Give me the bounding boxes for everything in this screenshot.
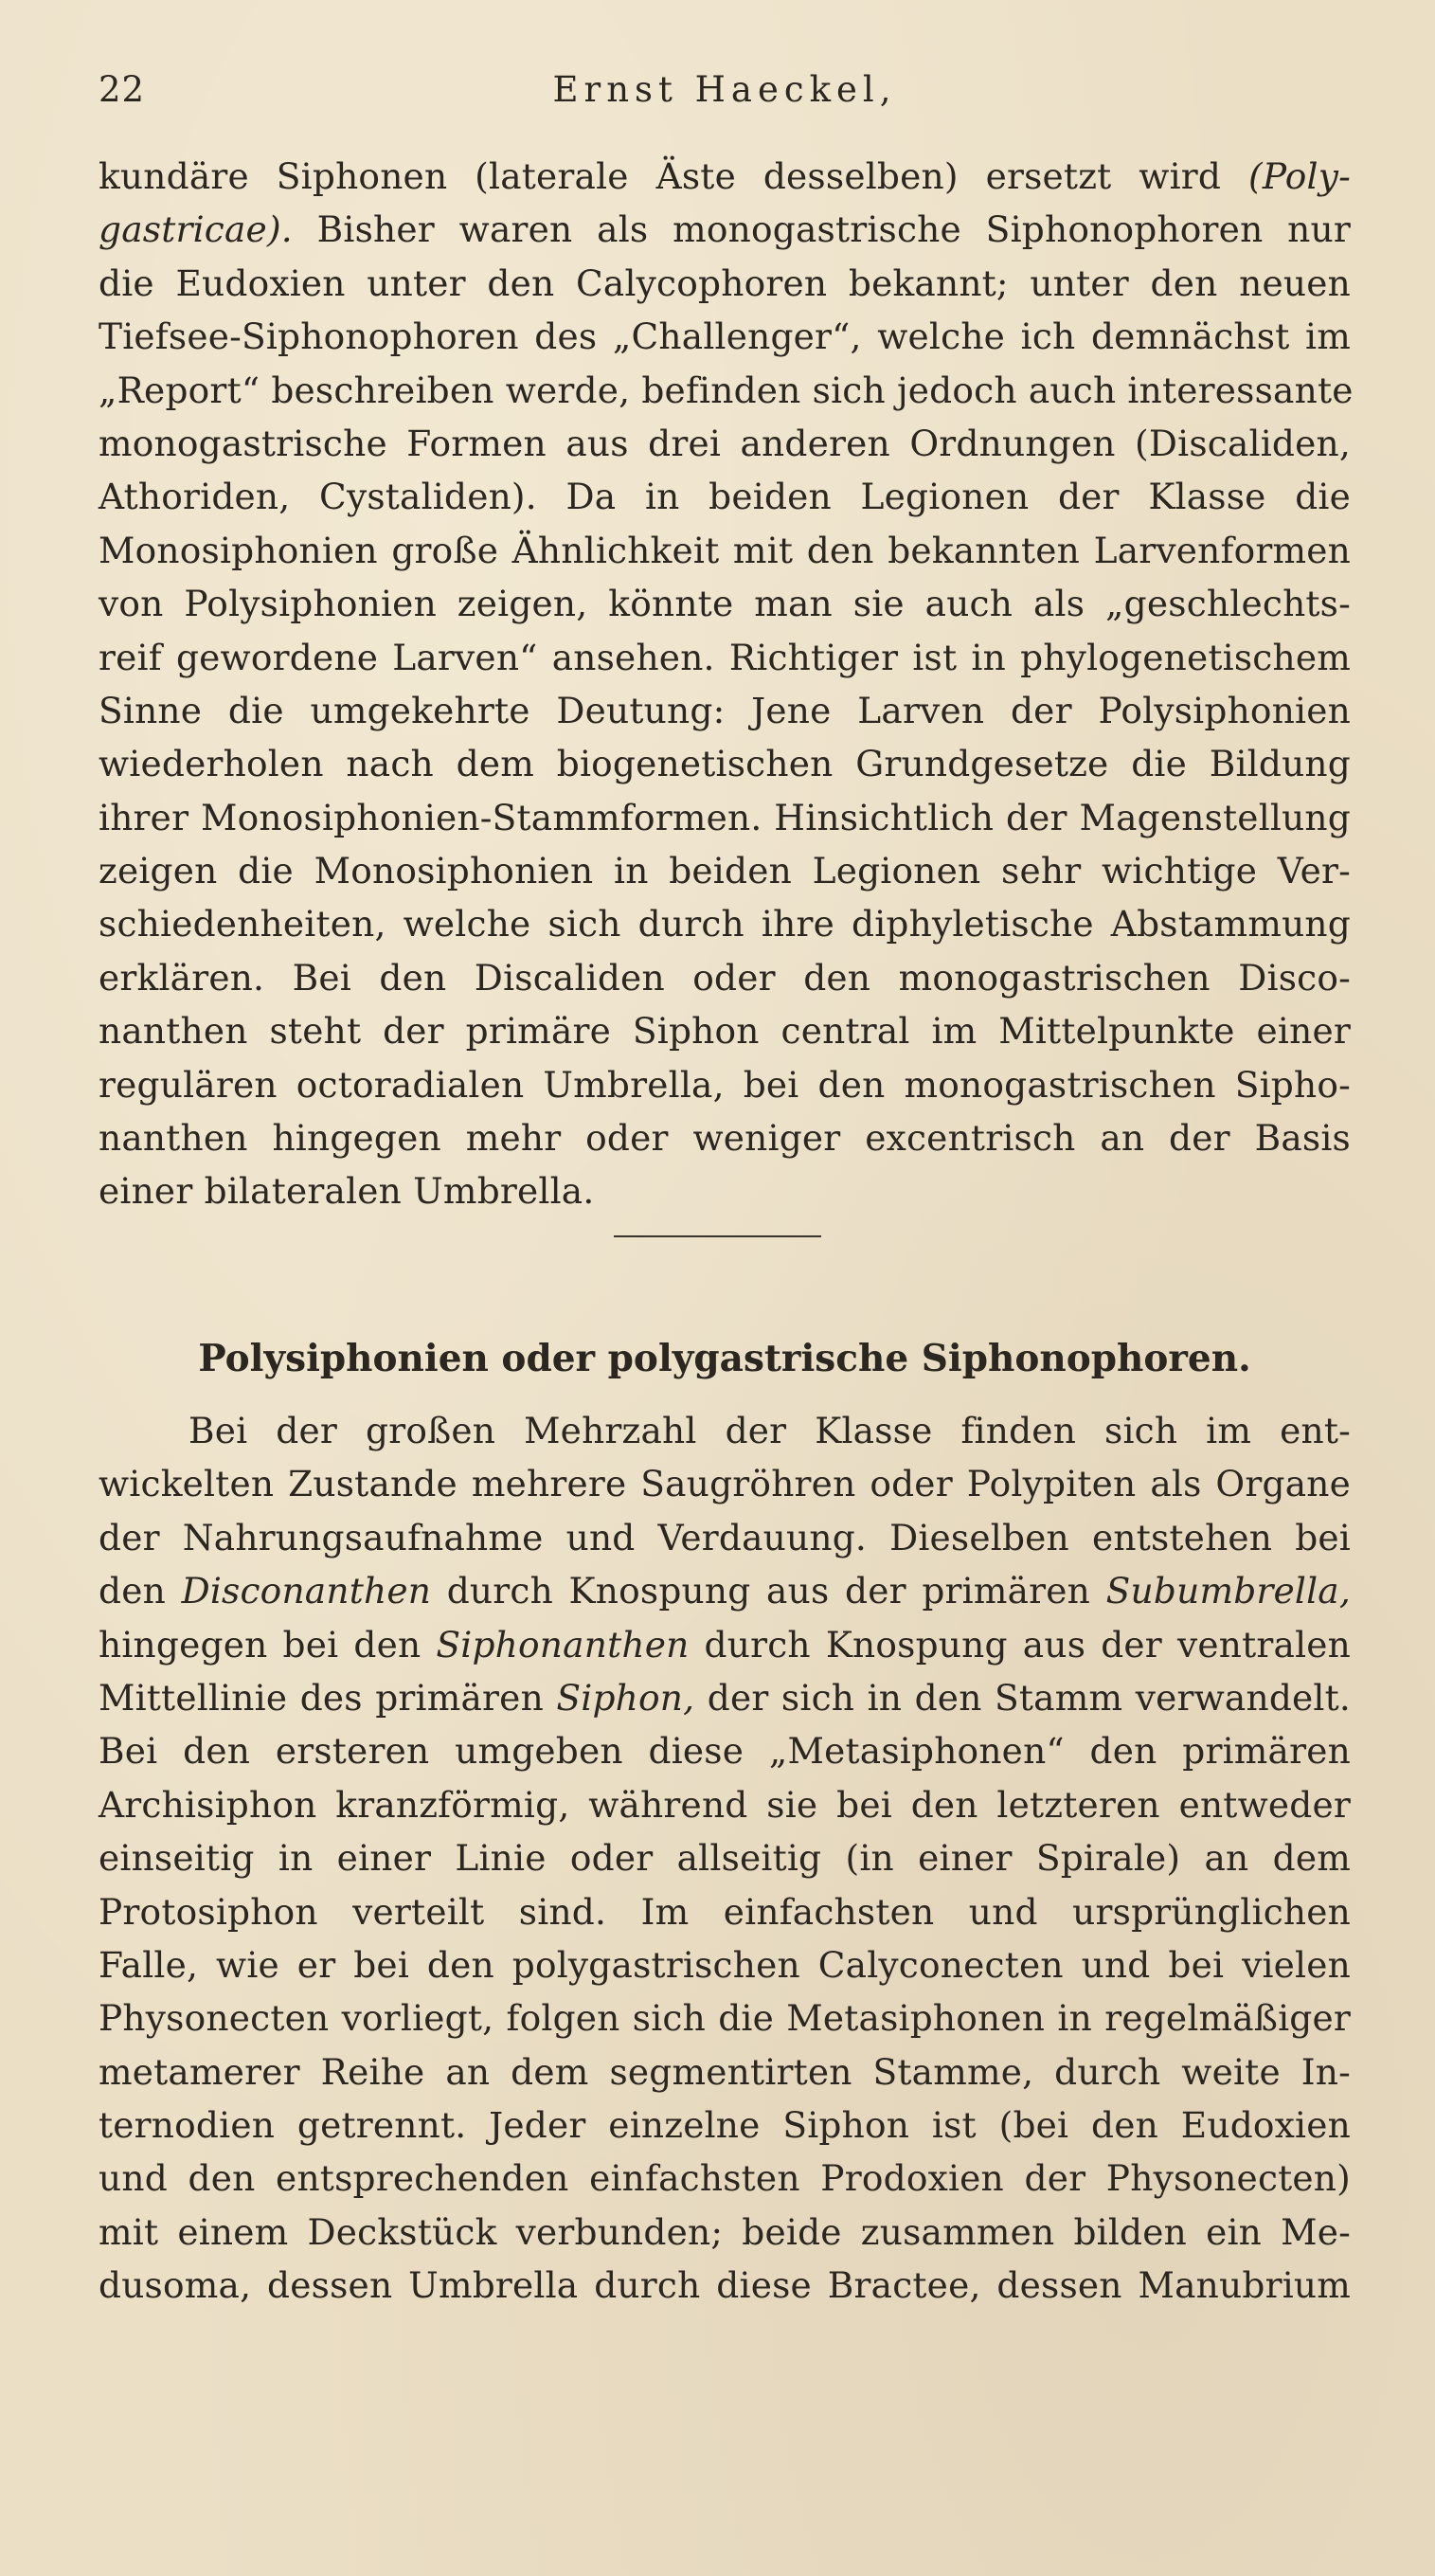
text-line: Archisiphon kranzförmig, während sie bei den letzteren entweder [99,1783,1351,1826]
text-line: „Report“ beschreiben werde, befinden sich jedoch auch interessante [99,369,1354,411]
text-line: Sinne die umgekehrte Deutung: Jene Larven der Polysiphonien [99,689,1351,731]
italic-term: (Poly- [1248,155,1351,197]
text-line: den Disconanthen durch Knospung aus der primären Subumbrella, [99,1570,1351,1612]
text-line: einseitig in einer Linie oder allseitig (in einer Spirale) an dem [99,1837,1351,1880]
page-number: 22 [99,69,146,110]
section-heading: Polysiphonien oder polygastrische Siphonophoren. [198,1337,1251,1380]
section-divider [614,1235,821,1237]
text-line: von Polysiphonien zeigen, könnte man sie auch als „geschlechts- [99,583,1351,625]
text-line: und den entsprechenden einfachsten Prodoxien der Physonecten) [99,2157,1351,2200]
text-line: Monosiphonien große Ähnlichkeit mit den bekannten Larvenformen [99,529,1351,571]
text-line: monogastrische Formen aus drei anderen Ordnungen (Discaliden, [99,422,1351,464]
text-line: regulären octoradialen Umbrella, bei den monogastrischen Sipho- [99,1063,1351,1106]
text-line: hingegen bei den Siphonanthen durch Knospung aus der ventralen [99,1623,1352,1666]
running-title: Ernst Haeckel, [552,69,897,110]
italic-term: Disconanthen [181,1570,432,1612]
text-line: reif gewordene Larven“ ansehen. Richtiger ist in phylogenetischem [99,636,1351,678]
text-line: Athoriden, Cystaliden). Da in beiden Legionen der Klasse die [99,476,1351,518]
text-line: wiederholen nach dem biogenetischen Grundgesetze die Bildung [99,743,1351,785]
text-line: Physonecten vorliegt, folgen sich die Metasiphonen in regelmäßiger [99,1997,1351,2040]
italic-term: Siphonanthen [436,1623,690,1666]
italic-term: Siphon, [556,1676,695,1719]
text-line: Tiefsee-Siphonophoren des „Challenger“, welche ich demnächst im [99,315,1351,358]
text-line: Bei der großen Mehrzahl der Klasse finden sich im ent- [188,1410,1351,1451]
text-line: kundäre Siphonen (laterale Äste desselben) ersetzt wird (Poly- [99,155,1351,197]
paragraph-2 [99,1404,1351,2313]
text-line: ternodien getrennt. Jeder einzelne Siphon ist (bei den Eudoxien [99,2104,1351,2147]
text-line: Protosiphon verteilt sind. Im einfachsten und ursprünglichen [99,1890,1351,1933]
text-line: mit einem Deckstück verbunden; beide zusammen bilden ein Me- [99,2210,1351,2253]
text-line: wickelten Zustande mehrere Saugröhren oder Polypiten als Organe [99,1463,1351,1505]
paragraph-1 [99,150,1354,1218]
text-line: einer bilateralen Umbrella. [99,1170,595,1213]
italic-term: gastricae). [99,208,293,251]
text-line: zeigen die Monosiphonien in beiden Legionen sehr wichtige Ver- [99,850,1351,892]
text-line: gastricae). Bisher waren als monogastrische Siphonophoren nur [99,208,1351,251]
text-line: erklären. Bei den Discaliden oder den monogastrischen Disco- [99,956,1351,999]
italic-term: Subumbrella, [1105,1570,1351,1612]
text-line: dusoma, dessen Umbrella durch diese Bractee, dessen Manubrium [99,2264,1351,2307]
text-line: Mittellinie des primären Siphon, der sich in den Stamm verwandelt. [99,1676,1351,1719]
text-line: schiedenheiten, welche sich durch ihre diphyletische Abstammung [99,903,1351,946]
text-line: nanthen steht der primäre Siphon central im Mittelpunkte einer [99,1010,1351,1053]
text-line: die Eudoxien unter den Calycophoren bekannt; unter den neuen [99,261,1351,304]
text-line: Falle, wie er bei den polygastrischen Calyconecten und bei vielen [99,1943,1351,1986]
text-line: der Nahrungsaufnahme und Verdauung. Dieselben entstehen bei [99,1516,1351,1558]
running-head [99,66,1351,114]
text-line: Bei den ersteren umgeben diese „Metasiphonen“ den primären [99,1730,1351,1773]
text-line: nanthen hingegen mehr oder weniger excentrisch an der Basis [99,1117,1351,1160]
text-line: metamerer Reihe an dem segmentirten Stamme, durch weite In- [99,2050,1351,2093]
text-line: ihrer Monosiphonien-Stammformen. Hinsichtlich der Magenstellung [99,796,1351,838]
